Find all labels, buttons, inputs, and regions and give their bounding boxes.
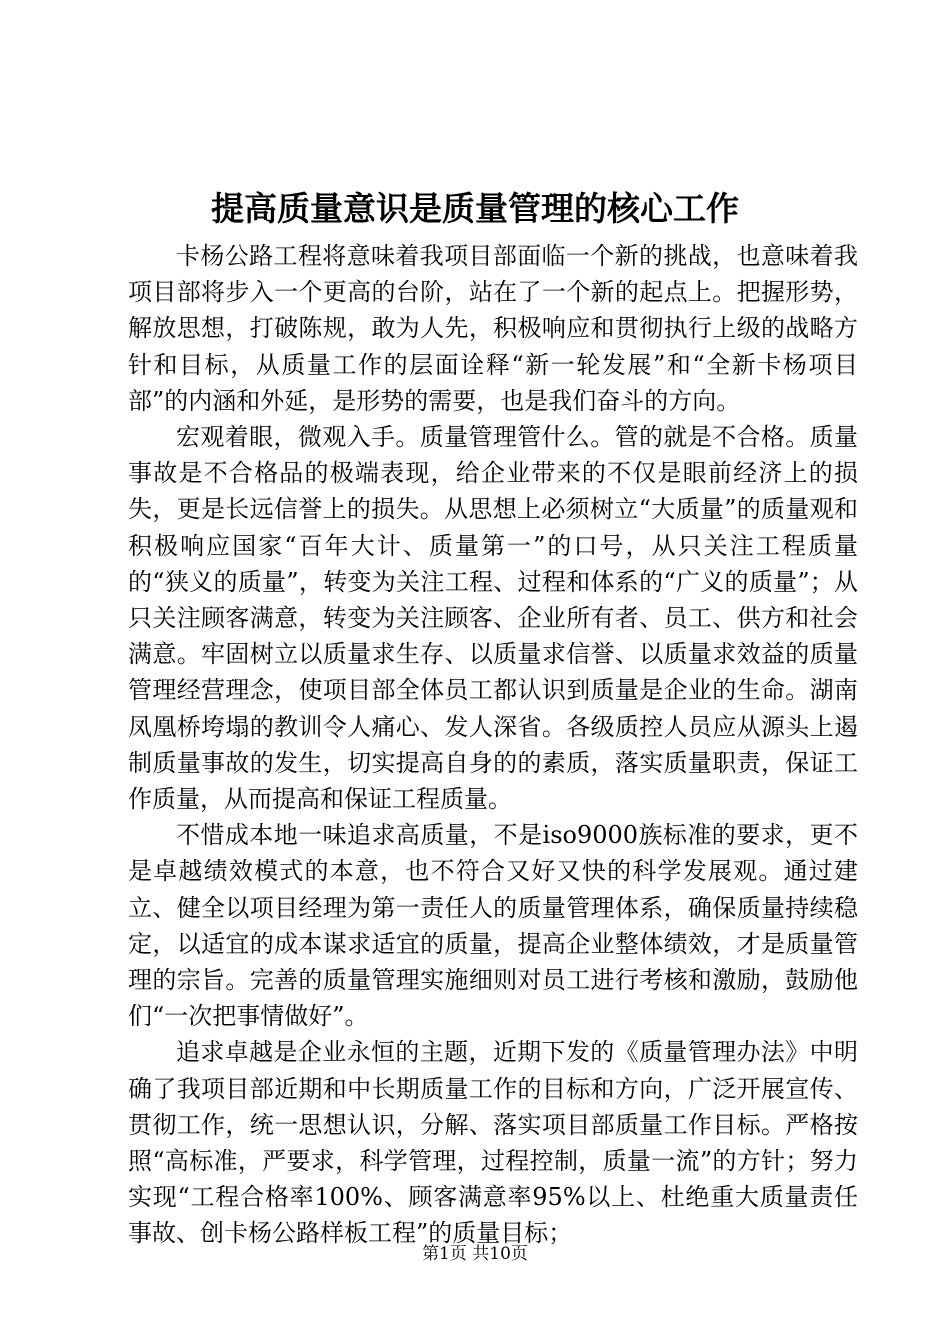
paragraph-4: 追求卓越是企业永恒的主题，近期下发的《质量管理办法》中明确了我项目部近期和中长期质量工作的目标和方向，广泛开展宣传、贯彻工作，统一思想认识，分解、落实项目部质量工作目标。严格按照“高标准，严要求，科学管理，过程控制，质量一流”的方针；努力实现“工程合格率100%、顾客满意率95%以上、杜绝重大质量责任事故、创卡杨公路样板工程”的质量目标； bbox=[128, 1038, 858, 1248]
paragraph-1: 卡杨公路工程将意味着我项目部面临一个新的挑战，也意味着我项目部将步入一个更高的台阶，站在了一个新的起点上。把握形势，解放思想，打破陈规，敢为人先，积极响应和贯彻执行上级的战略方针和目标，从质量工作的层面诠释“新一轮发展”和“全新卡杨项目部”的内涵和外延，是形势的需要，也是我们奋斗的方向。 bbox=[128, 242, 858, 415]
document-title: 提高质量意识是质量管理的核心工作 bbox=[211, 189, 739, 228]
paragraph-2: 宏观着眼，微观入手。质量管理管什么。管的就是不合格。质量事故是不合格品的极端表现，给企业带来的不仅是眼前经济上的损失，更是长远信誉上的损失。从思想上必须树立“大质量”的质量观和积极响应国家“百年大计、质量第一”的口号，从只关注工程质量的“狭义的质量”，转变为关注工程、过程和体系的“广义的质量”；从只关注顾客满意，转变为关注顾客、企业所有者、员工、供方和社会满意。牢固树立以质量求生存、以质量求信誉、以质量求效益的质量管理经营理念，使项目部全体员工都认识到质量是企业的生命。湖南凤凰桥垮塌的教训令人痛心、发人深省。各级质控人员应从源头上遏制质量事故的发生，切实提高自身的的素质，落实质量职责，保证工作质量，从而提高和保证工程质量。 bbox=[128, 423, 858, 814]
document-body bbox=[128, 238, 858, 1252]
paragraph-3: 不惜成本地一味追求高质量，不是iso9000族标准的要求，更不是卓越绩效模式的本意，也不符合又好又快的科学发展观。通过建立、健全以项目经理为第一责任人的质量管理体系，确保质量持续稳定，以适宜的成本谋求适宜的质量，提高企业整体绩效，才是质量管理的宗旨。完善的质量管理实施细则对员工进行考核和激励，鼓励他们“一次把事情做好”。 bbox=[128, 821, 858, 1031]
page-footer: 第1页 共10页 bbox=[422, 1244, 528, 1264]
